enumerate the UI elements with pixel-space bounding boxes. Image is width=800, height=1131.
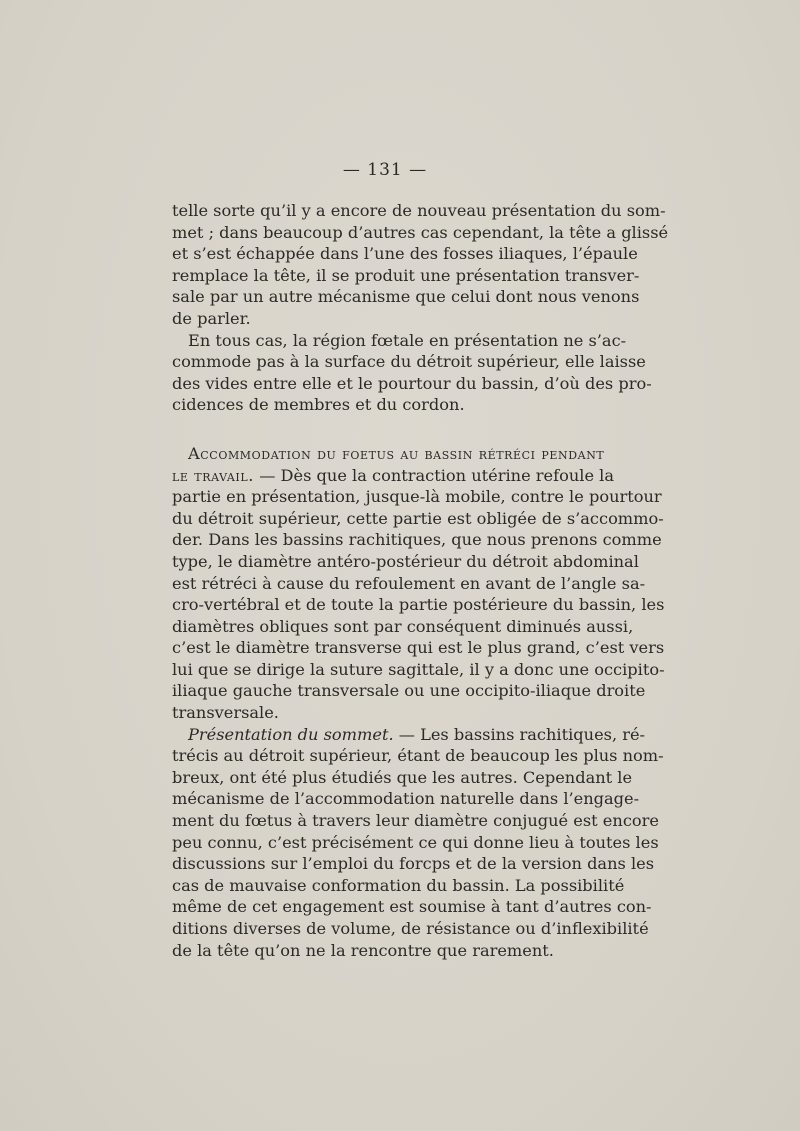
text-line: ditions diverses de volume, de résistance ou d’inflexibilité [172, 919, 649, 938]
text-line: de parler. [172, 308, 251, 328]
text-line: des vides entre elle et le pourtour du bassin, d’où des pro- [172, 373, 652, 393]
paragraph [172, 724, 664, 962]
text-line: met ; dans beaucoup d’autres cas cependant, la tête a glissé [172, 222, 669, 242]
page-number: — 131 — [342, 160, 428, 180]
text-line: iliaque gauche transversale ou une occipito-iliaque droite [172, 681, 646, 701]
section-heading: Accommodation du foetus au bassin rétréci pendant [188, 443, 605, 463]
text-line: de la tête qu’on ne la rencontre que rarement. [172, 940, 554, 960]
paragraph-continuation [172, 200, 669, 330]
text-line: du détroit supérieur, cette partie est obligée de s’accommo- [172, 508, 664, 528]
text-line: est rétréci à cause du refoulement en avant de l’angle sa- [172, 573, 646, 593]
text-line [172, 465, 615, 487]
text-line: cidences de membres et du cordon. [172, 395, 465, 415]
text-line: même de cet engagement est soumise à tant d’autres con- [172, 897, 652, 917]
text-line: peu connu, c’est précisément ce qui donne lieu à toutes les [172, 832, 659, 852]
text-line: discussions sur l’emploi du forcps et de la version dans les [172, 854, 655, 874]
text-line: der. Dans les bassins rachitiques, que nous prenons comme [172, 530, 662, 550]
paragraph [172, 330, 652, 416]
text-line: et s’est échappée dans l’une des fosses iliaques, l’épaule [172, 244, 638, 264]
text-line: sale par un autre mécanisme que celui dont nous venons [172, 287, 640, 307]
text-line: partie en présentation, jusque-là mobile, contre le pourtour [172, 487, 662, 507]
text-line [172, 724, 646, 746]
text-line: c’est le diamètre transverse qui est le plus grand, c’est vers [172, 638, 665, 658]
italic-subheading: Présentation du sommet. [188, 724, 394, 744]
text-line: transversale. [172, 703, 279, 723]
page-body [172, 200, 669, 961]
text-line: cro-vertébral et de toute la partie postérieure du bassin, les [172, 595, 665, 615]
text-fragment: — Dès que la contraction utérine refoule la [254, 465, 615, 485]
section-gap [172, 416, 600, 443]
text-line: telle sorte qu’il y a encore de nouveau présentation du som- [172, 201, 666, 220]
text-line: ment du fœtus à travers leur diamètre conjugué est encore [172, 811, 659, 831]
text-line: commode pas à la surface du détroit supérieur, elle laisse [172, 352, 646, 372]
text-line: lui que se dirige la suture sagittale, il y a donc une occipito- [172, 659, 665, 679]
text-line: mécanisme de l’accommodation naturelle dans l’engage- [172, 789, 640, 809]
text-line: remplace la tête, il se produit une présentation transver- [172, 265, 640, 285]
text-line: cas de mauvaise conformation du bassin. La possibilité [172, 875, 625, 895]
text-line: breux, ont été plus étudiés que les autres. Cependant le [172, 767, 633, 787]
section-heading-end: le travail. [172, 465, 255, 485]
text-line: En tous cas, la région fœtale en présentation ne s’ac- [188, 330, 627, 350]
text-line: trécis au détroit supérieur, étant de beaucoup les plus nom- [172, 746, 664, 766]
section-paragraph [172, 443, 665, 724]
text-line: diamètres obliques sont par conséquent diminués aussi, [172, 616, 634, 636]
text-line: type, le diamètre antéro-postérieur du détroit abdominal [172, 551, 639, 571]
text-fragment: — Les bassins rachitiques, ré- [393, 724, 646, 744]
